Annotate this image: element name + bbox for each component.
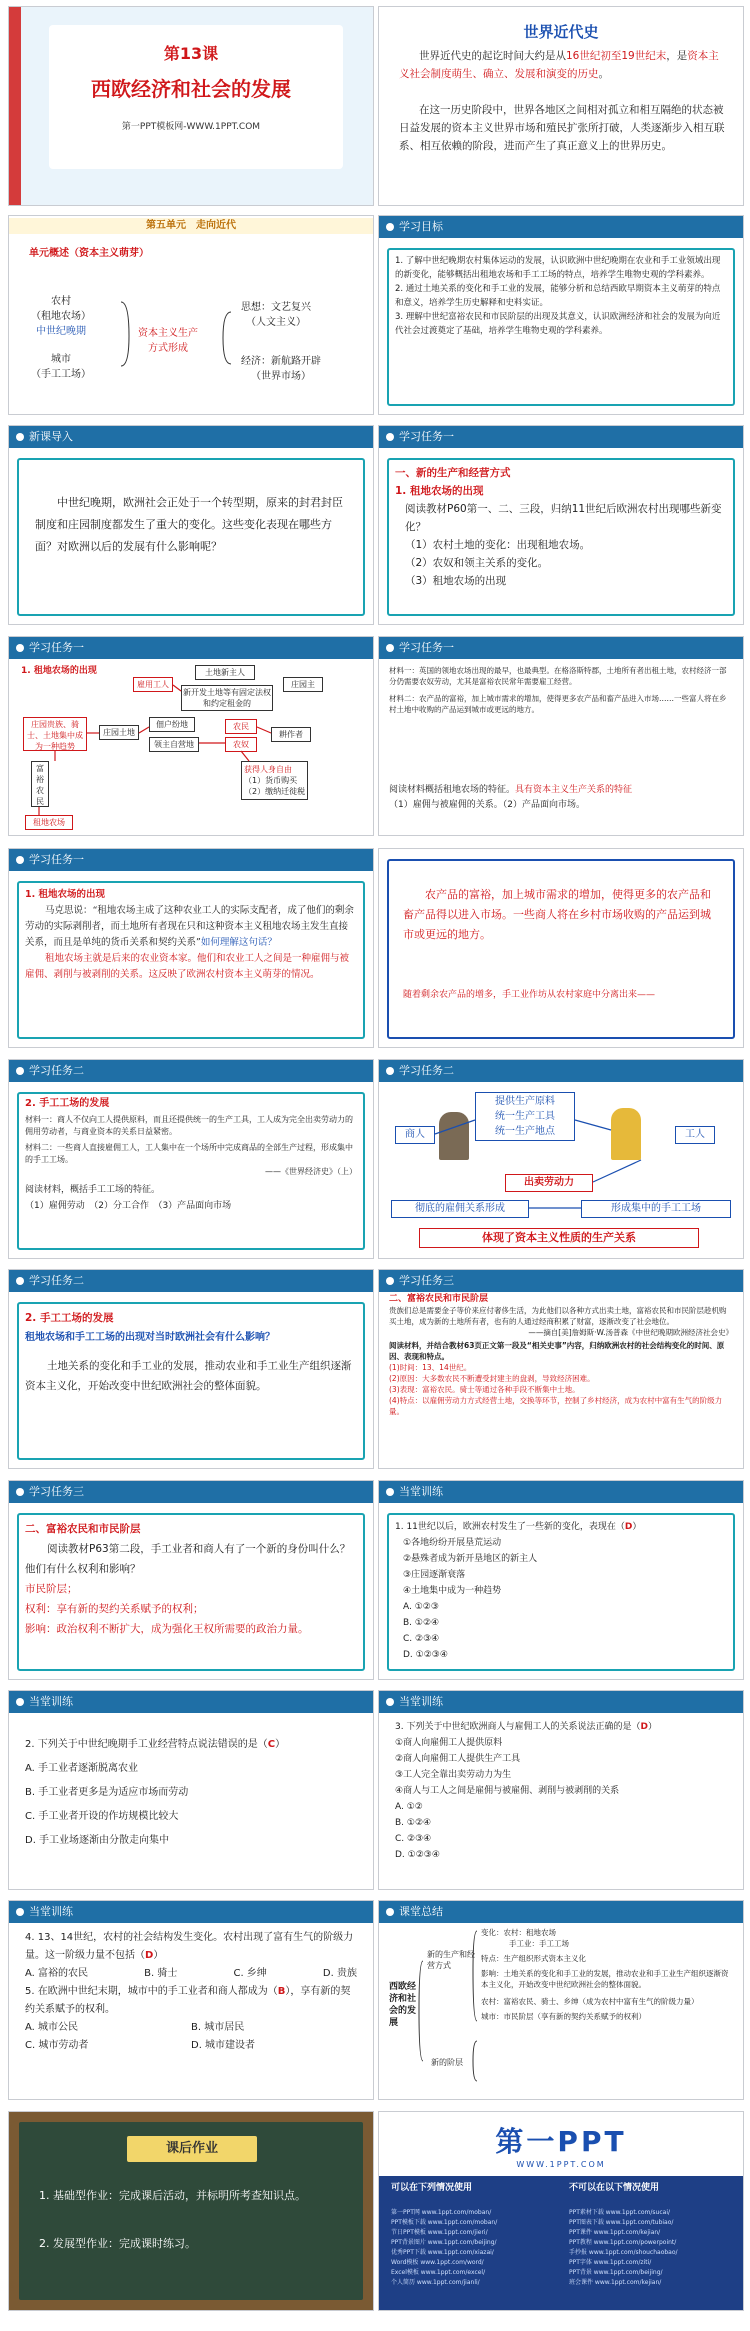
practice3-choice[interactable]: C. ②③④ (395, 1834, 432, 1844)
practice3-choice[interactable]: B. ①②④ (395, 1818, 432, 1828)
burghers-answer-0: 市民阶层； (25, 1583, 78, 1595)
credit-link[interactable]: PPT背景 www.1ppt.com/beijing/ (569, 2269, 663, 2276)
slide-homework[interactable] (8, 2111, 374, 2311)
node-capitalism: 资本主义生产方式形成 (138, 328, 198, 354)
lesson-title: 西欧经济和社会的发展 (91, 77, 291, 101)
practice3-choice[interactable]: A. ①② (395, 1802, 423, 1812)
workshop-source: ——《世界经济史》（上） (265, 1167, 357, 1176)
forbidden-heading: 不可以在以下情况使用 (569, 2183, 660, 2193)
node-economy: 经济：新航路开辟 （世界市场） (241, 356, 321, 382)
summary-brackets (379, 1901, 744, 2100)
practice5-choice[interactable]: B. 城市居民 (191, 2022, 245, 2033)
task2-diagram-header: 学习任务二 (379, 1060, 743, 1082)
answer-2: （2）农奴和领主关系的变化。 (405, 557, 549, 569)
practice2-choice[interactable]: D. 手工业场逐渐由分散走向集中 (25, 1835, 170, 1846)
node-estate: 庄园土地 (99, 725, 139, 740)
node-manor-lord: 庄园主 (283, 677, 323, 692)
practice3-option: ①商人向雇佣工人提供原料 (395, 1738, 503, 1748)
credit-link[interactable]: 节日PPT模板 www.1ppt.com/jieri/ (391, 2229, 488, 2236)
sell-labor-node: 出卖劳动力 (505, 1174, 593, 1192)
worker-node: 工人 (675, 1126, 715, 1144)
summary-rural: 农村：富裕农民、骑士、乡绅（成为农村中富有生气的阶级力量） (481, 1997, 699, 2006)
impact-question: 租地农场和手工工场的出现对当时欧洲社会有什么影响？ (25, 1332, 275, 1343)
credit-link[interactable]: PPT课件 www.1ppt.com/kejian/ (569, 2229, 661, 2236)
slide-goals[interactable] (378, 215, 744, 415)
practice1-choice[interactable]: D. ①②③④ (403, 1650, 448, 1660)
summary-feature: 特点：生产组织形式资本主义化 (481, 1954, 586, 1963)
diagram-arrows (9, 637, 374, 836)
credit-link[interactable]: Word模板 www.1ppt.com/word/ (391, 2259, 484, 2266)
task1-diagram-header: 学习任务一 (9, 637, 373, 659)
slide-task2-materials[interactable] (8, 1059, 374, 1259)
practice1-choice[interactable]: C. ②③④ (403, 1634, 440, 1644)
credit-link[interactable]: 优秀PPT下载 www.1ppt.com/xiazai/ (391, 2249, 494, 2256)
practice1-option: ②悬殊者成为新开垦地区的新主人 (403, 1554, 538, 1564)
homework-task-1: 1. 基础型作业：完成课后活动，并标明所考查知识点。 (39, 2189, 306, 2202)
header-dot-icon (386, 1277, 394, 1285)
practice3-question: 3. 下列关于中世纪欧洲商人与雇佣工人的关系说法正确的是（D） (395, 1722, 657, 1732)
header-dot-icon (16, 1277, 24, 1285)
goal-1: 1. 了解中世纪晚期农村集体运动的发展，认识欧洲中世纪晚期在农业和手工业领域出现的新变化，能够概括出租地农场和手工工场的特点，培养学生唯物史观的学科素养。 (395, 256, 721, 280)
summary-branch-1: 新的生产和经营方式 (427, 1950, 475, 1970)
practice45-header: 当堂训练 (9, 1901, 373, 1923)
slide-world-history[interactable] (378, 6, 744, 206)
credit-link[interactable]: PPT模板下载 www.1ppt.com/moban/ (391, 2219, 498, 2226)
p1-d: 资本主义社会制度萌生、确立、发展和演变的历史 (399, 50, 719, 80)
slide-task3-material[interactable] (378, 1269, 744, 1469)
classes-answer-1: (1)时间：13、14世纪。 (389, 1363, 472, 1372)
practice4-choice[interactable]: D. 贵族 (322, 1968, 357, 1979)
conclusion-node: 体现了资本主义性质的生产关系 (419, 1228, 699, 1248)
node-village: 农村 （租地农场） 中世纪晚期 (31, 296, 91, 337)
credit-link[interactable]: PPT素材下载 www.1ppt.com/sucai/ (569, 2209, 671, 2216)
node-farmer: 农民 (225, 719, 257, 734)
classes-answer-4: (4)特点：以雇佣劳动力方式经营土地，交换等环节，控制了乡村经济，成为农村中富有生气的阶级力量。 (389, 1396, 723, 1416)
answer-1: （1）农村土地的变化：出现租地农场。 (405, 539, 591, 551)
practice1-choice[interactable]: A. ①②③ (403, 1602, 439, 1612)
slide-practice-1[interactable] (378, 1480, 744, 1680)
practice1-option: ③庄园逐渐衰落 (403, 1570, 466, 1580)
slide-task1-diagram[interactable] (8, 636, 374, 836)
classes-answer-3: (3)表现：富裕农民。骑士等通过各种手段不断集中土地。 (389, 1385, 580, 1394)
diagram-heading: 1. 租地农场的出现 (21, 666, 97, 676)
marx-quote: 马克思说：“租地农场主成了这种农业工人的实际支配者，成了他们的剩余劳动的实际剥削者，而土地所有者现在只和这种资本主义租地农场主发生直接关系，而且是单纯的货币关系和契约关系” (25, 905, 354, 948)
node-laborer: 雇用工人 (133, 677, 173, 692)
task2-arrows (379, 1060, 744, 1259)
slide-task1-material[interactable] (378, 636, 744, 836)
header-dot-icon (386, 644, 394, 652)
header-dot-icon (16, 433, 24, 441)
classes-question: 阅读材料，并结合教材63页正文第一段及“相关史事”内容，归纳欧洲农村的社会结构变化的时间、原因、表现和特点。 (389, 1341, 725, 1361)
task1-marx-header: 学习任务一 (9, 849, 373, 871)
goal-3: 3. 理解中世纪富裕农民和市民阶层的出现及其意义，认识欧洲经济和社会的发展为向近代社会过渡奠定了基础，培养学生唯物史观的学科素养。 (395, 312, 721, 336)
credit-link[interactable]: PPT字体 www.1ppt.com/ziti/ (569, 2259, 652, 2266)
homework-title: 课后作业 (127, 2136, 257, 2162)
slide-unit-overview[interactable] (8, 215, 374, 415)
marx-heading: 1. 租地农场的出现 (25, 889, 106, 900)
impact-answer: 土地关系的变化和手工业的发展，推动农业和手工业生产组织逐渐资本主义化，开始改变中世纪欧洲社会的整体面貌。 (25, 1360, 352, 1392)
intro-text: 中世纪晚期，欧洲社会正处于一个转型期，原来的封君封臣制度和庄园制度都发生了重大的变化。这些变化表现在哪些方面？对欧洲以后的发展有什么影响呢？ (35, 496, 343, 553)
workshop-material-2: 材料二：一些商人直接雇佣工人，工人集中在一个场所中完成商品的全部生产过程，形成集中的手工工场。 (25, 1143, 353, 1164)
sub-heading: 1. 租地农场的出现 (395, 485, 484, 497)
header-dot-icon (16, 1488, 24, 1496)
slide-practice-3[interactable] (378, 1690, 744, 1890)
practice1-choice[interactable]: B. ①②④ (403, 1618, 440, 1628)
farm-feature-answer: （1）雇佣与被雇佣的关系。（2）产品面向市场。 (389, 800, 585, 810)
credit-link[interactable]: 手抄报 www.1ppt.com/shouchaobao/ (569, 2249, 678, 2256)
slide-cover[interactable] (8, 6, 374, 206)
brand-site: WWW.1PPT.COM (516, 2160, 606, 2169)
workshop-answer: （1）雇佣劳动 （2）分工合作 （3）产品面向市场 (25, 1201, 232, 1211)
practice5-choice[interactable]: C. 城市劳动者 (25, 2040, 89, 2051)
cover-stripe (9, 7, 21, 206)
factory-node: 形成集中的手工工场 (581, 1200, 731, 1218)
credit-link[interactable]: 第一PPT网 www.1ppt.com/moban/ (391, 2209, 492, 2216)
header-dot-icon (16, 1698, 24, 1706)
slide-task2-impact[interactable] (8, 1269, 374, 1469)
slide-surplus[interactable] (378, 848, 744, 1048)
node-tenant: 佃户纷地 (149, 717, 195, 732)
slide-task1-a[interactable] (378, 425, 744, 625)
slide-summary[interactable] (378, 1900, 744, 2100)
classes-heading: 二、富裕农民和市民阶层 (389, 1294, 489, 1304)
node-rent-trend: 庄园贵族、骑士、土地集中成为一种趋势 (23, 717, 87, 751)
practice5-row-1 (25, 2019, 357, 2037)
impact-heading: 2. 手工工场的发展 (25, 1312, 114, 1324)
workshop-material-1: 材料一：商人不仅向工人提供原料，而且还提供统一的生产工具，工人成为完全出卖劳动力的佣用劳动者，与商业资本的关系日益紧密。 (25, 1115, 353, 1136)
practice1-option: ①各地纷纷开展垦荒运动 (403, 1538, 502, 1548)
p1-b: 16世纪初至19世纪末 (566, 50, 667, 62)
summary-change: 变化：农村：租地农场 (481, 1928, 556, 1937)
header-dot-icon (386, 433, 394, 441)
node-rich-farmer: 富裕农民 (31, 761, 49, 807)
node-demesne: 领主自营地 (149, 737, 199, 752)
practice4-choice[interactable]: B. 骑士 (144, 1968, 178, 1979)
practice4-choices (25, 1965, 357, 1983)
task2-impact-header: 学习任务二 (9, 1270, 373, 1292)
node-thought: 思想：文艺复兴 （人文主义） (241, 302, 311, 328)
credits-links-right (569, 2208, 737, 2288)
credit-link[interactable]: PPT教程 www.1ppt.com/powerpoint/ (569, 2239, 677, 2246)
practice5-question: 5. 在欧洲中世纪末期，城市中的手工业者和商人都成为（B），享有新的契约关系赋予的权利。 (25, 1986, 351, 2015)
answer-3: （3）租地农场的出现 (405, 575, 507, 587)
lesson-number: 第13课 (163, 44, 219, 63)
practice3-option: ②商人向雇佣工人提供生产工具 (395, 1754, 521, 1764)
q-farm-feature: 阅读材料概括租地农场的特征。 (389, 785, 516, 795)
slide-task1-marx[interactable] (8, 848, 374, 1048)
goal-2: 2. 通过土地关系的变化和手工业的发展，能够分析和总结西欧早期资本主义萌芽的特点和意义，培养学生历史解释和史料实证。 (395, 284, 721, 308)
node-freedom: 获得人身自由 （1）货币购买 （2）缴纳迁徙税 (241, 761, 308, 800)
homework-task-2: 2. 发展型作业：完成课时练习。 (39, 2237, 196, 2250)
header-dot-icon (16, 1067, 24, 1075)
slide-practice-2[interactable] (8, 1690, 374, 1890)
practice2-header: 当堂训练 (9, 1691, 373, 1713)
node-city: 城市 （手工工场） (31, 354, 91, 380)
header-dot-icon (16, 856, 24, 864)
p1-e: 。 (598, 68, 609, 80)
unit-banner: 第五单元 走向近代 (9, 218, 373, 234)
practice4-choice[interactable]: A. 富裕的农民 (25, 1968, 89, 1979)
task3-material-header: 学习任务三 (379, 1270, 743, 1292)
credit-link[interactable]: 个人简历 www.1ppt.com/jianli/ (391, 2279, 480, 2286)
practice2-question: 2. 下列关于中世纪晚期手工业经营特点说法错误的是（C） (25, 1739, 286, 1750)
practice3-option: ③工人完全靠出卖劳动力为生 (395, 1770, 512, 1780)
practice1-question: 1. 11世纪以后，欧洲农村发生了一些新的变化，表现在（D） (395, 1522, 642, 1532)
world-history-title: 世界近代史 (523, 23, 599, 41)
burghers-heading: 二、富裕农民和市民阶层 (25, 1523, 141, 1535)
header-dot-icon (386, 1698, 394, 1706)
surplus-text-2: 随着剩余农产品的增多，手工业作坊从农村家庭中分离出来—— (403, 990, 656, 1000)
p1-c: ，是 (666, 50, 688, 62)
classes-material: 贵族们总是需要金子等价来应付奢侈生活，为此他们以各种方式出卖土地，富裕农民和市民阶层趁机购买土地，成为新的土地所有者，也有的人通过经商积累了财富，逐渐改变了社会地位。 (389, 1306, 727, 1326)
task1a-header: 学习任务一 (379, 426, 743, 448)
header-dot-icon (386, 1488, 394, 1496)
employment-node: 彻底的雇佣关系形成 (391, 1200, 529, 1218)
slide-task2-diagram[interactable] (378, 1059, 744, 1259)
section-heading: 一、新的生产和经营方式 (395, 467, 511, 479)
practice3-choice[interactable]: D. ①②③④ (395, 1850, 440, 1860)
credit-link[interactable]: Excel模板 www.1ppt.com/excel/ (391, 2269, 486, 2276)
practice1-header: 当堂训练 (379, 1481, 743, 1503)
node-new-owner: 土地新主人 (195, 665, 255, 680)
workshop-heading: 2. 手工工场的发展 (25, 1098, 110, 1109)
credit-link[interactable]: PPT背景图片 www.1ppt.com/beijing/ (391, 2239, 497, 2246)
practice5-row-2 (25, 2037, 357, 2055)
marx-ask: 如何理解这句话？ (200, 937, 277, 948)
summary-header: 课堂总结 (379, 1901, 743, 1923)
practice1-option: ④土地集中成为一种趋势 (403, 1586, 502, 1596)
practice3-header: 当堂训练 (379, 1691, 743, 1713)
unit-overview-label: 单元概述（资本主义萌芽） (29, 248, 149, 259)
slide-practice-4-5[interactable] (8, 1900, 374, 2100)
credit-link[interactable]: PPT图表下载 www.1ppt.com/tubiao/ (569, 2219, 674, 2226)
task2-materials-header: 学习任务二 (9, 1060, 373, 1082)
provide-materials-group: 提供生产原料 统一生产工具 统一生产地点 (475, 1092, 575, 1141)
workshop-question: 阅读材料，概括手工工场的特征。 (25, 1185, 161, 1195)
practice4-choice[interactable]: C. 乡绅 (233, 1968, 267, 1979)
task1-material-header: 学习任务一 (379, 637, 743, 659)
p1-a: 世界近代史的起讫时间大约是从 (419, 50, 566, 62)
allowed-heading: 可以在下列情况使用 (391, 2183, 473, 2193)
practice3-option: ④商人与工人之间是雇佣与被雇佣、剥削与被剥削的关系 (395, 1786, 620, 1796)
practice2-choice[interactable]: B. 手工业者更多是为适应市场而劳动 (25, 1787, 189, 1798)
overview-brackets (9, 216, 374, 415)
slide-intro[interactable] (8, 425, 374, 625)
burghers-answer-1: 权利：享有新的契约关系赋予的权利； (25, 1603, 204, 1615)
node-serf: 农奴 (225, 737, 257, 752)
q-farm-feature-answer: 具有资本主义生产关系的特征 (515, 785, 633, 795)
classes-source: ——摘自[美]詹姆斯·W.汤普森《中世纪晚期欧洲经济社会史》 (528, 1328, 733, 1337)
practice4-question: 4. 13、14世纪，农村的社会结构发生变化。农村出现了富有生气的阶级力量。这一阶级力量不包括（D） (25, 1932, 354, 1961)
burghers-question: 阅读教材P63第二段，手工业者和商人有了一个新的身份叫什么？他们有什么权利和影响？ (25, 1543, 351, 1575)
world-history-p2: 在这一历史阶段中，世界各地区之间相对孤立和相互隔绝的状态被日益发展的资本主义世界市场和殖民扩张所打破，人类逐渐步入相互联系、相互依赖的阶段，进而产生了真正意义上的世界历史。 (399, 104, 725, 152)
cover-footer: 第一PPT模板网-WWW.1PPT.COM (121, 122, 261, 132)
summary-urban: 城市：市民阶层（享有新的契约关系赋予的权利） (481, 2012, 646, 2021)
node-cultivator: 耕作者 (271, 727, 311, 742)
intro-header: 新课导入 (9, 426, 373, 448)
credit-link[interactable]: 班会课件 www.1ppt.com/kejian/ (569, 2279, 662, 2286)
credits-links-left (391, 2208, 559, 2288)
brand-logo: 第一PPT (495, 2125, 627, 2158)
summary-impact: 影响：土地关系的变化和手工业的发展，推动农业和手工业生产组织逐渐资本主义化，开始改变中世纪欧洲社会的整体面貌。 (481, 1969, 729, 1989)
node-rental-farm: 租地农场 (25, 815, 73, 830)
marx-conclusion: 租地农场主就是后来的农业资本家。他们和农业工人之间是一种雇佣与被雇佣、剥削与被剥削的关系。这反映了欧洲农村资本主义萌芽的情况。 (25, 953, 350, 980)
task3-burghers-header: 学习任务三 (9, 1481, 373, 1503)
question: 阅读教材P60第一、二、三段，归纳11世纪后欧洲农村出现哪些新变化？ (405, 503, 722, 533)
practice2-choice[interactable]: A. 手工业者逐渐脱离农业 (25, 1763, 139, 1774)
slide-task3-burghers[interactable] (8, 1480, 374, 1680)
summary-workshop: 手工业：手工工场 (509, 1939, 569, 1948)
node-new-land: 新开发土地等有固定法权和约定租金的 (181, 685, 273, 711)
practice5-choice[interactable]: D. 城市建设者 (191, 2040, 256, 2051)
surplus-text-1: 农产品的富裕，加上城市需求的增加，使得更多的农产品和畜产品得以进入市场。一些商人将在乡村市场收购的产品运到城市或更远的地方。 (403, 888, 711, 941)
practice5-choice[interactable]: A. 城市公民 (25, 2022, 79, 2033)
goals-header: 学习目标 (379, 216, 743, 238)
material-2: 材料二：农产品的富裕，加上城市需求的增加，使得更多农产品和畜产品进入市场……一些富人将在乡村土地中收购的产品运到城市或更远的地方。 (389, 694, 727, 714)
practice2-choice[interactable]: C. 手工业者开设的作坊规模比较大 (25, 1811, 179, 1822)
header-dot-icon (386, 223, 394, 231)
burghers-answer-2: 影响：政治权利不断扩大，成为强化王权所需要的政治力量。 (25, 1623, 309, 1635)
classes-answer-2: (2)原因：大多数农民不断遭受封建主的盘剥，导致经济困难。 (389, 1374, 595, 1383)
summary-branch-2: 新的阶层 (431, 2058, 463, 2067)
summary-root: 西欧经济和社会的发展 (389, 1982, 417, 2028)
slide-credits[interactable] (378, 2111, 744, 2311)
header-dot-icon (16, 1908, 24, 1916)
merchant-node: 商人 (395, 1126, 435, 1144)
material-1: 材料一：英国的领地农场出现的最早，也最典型。在格洛斯特郡，土地所有者出租土地，农村经济一部分仍需要农奴劳动，尤其是富裕农民常年需要雇工经营。 (389, 666, 727, 686)
